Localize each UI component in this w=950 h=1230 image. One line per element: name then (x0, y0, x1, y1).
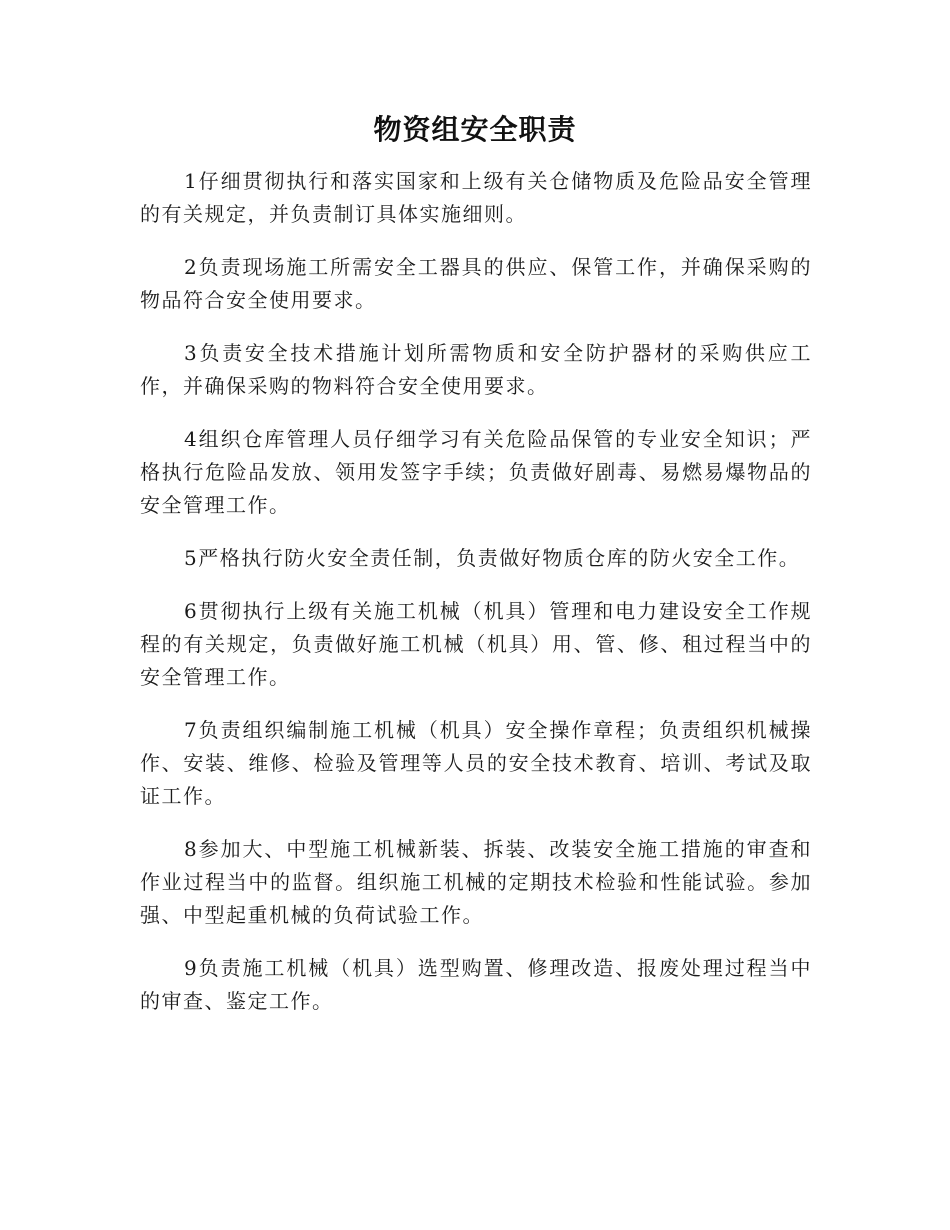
paragraph-1: 1仔细贯彻执行和落实国家和上级有关仓储物质及危险品安全管理的有关规定，并负责制订具体实施细则。 (140, 169, 812, 226)
paragraph-4: 4组织仓库管理人员仔细学习有关危险品保管的专业安全知识；严格执行危险品发放、领用发签字手续；负责做好剧毒、易燃易爆物品的安全管理工作。 (140, 427, 812, 517)
document-body (140, 165, 812, 1038)
paragraph-3: 3负责安全技术措施计划所需物质和安全防护器材的采购供应工作，并确保采购的物料符合安全使用要求。 (140, 341, 812, 398)
paragraph-6: 6贯彻执行上级有关施工机械（机具）管理和电力建设安全工作规程的有关规定，负责做好施工机械（机具）用、管、修、租过程当中的安全管理工作。 (140, 599, 812, 689)
paragraph-8: 8参加大、中型施工机械新装、拆装、改装安全施工措施的审查和作业过程当中的监督。组织施工机械的定期技术检验和性能试验。参加强、中型起重机械的负荷试验工作。 (140, 837, 812, 927)
paragraph-2: 2负责现场施工所需安全工器具的供应、保管工作，并确保采购的物品符合安全使用要求。 (140, 255, 812, 312)
document-title: 物资组安全职责 (373, 113, 577, 146)
paragraph-9: 9负责施工机械（机具）选型购置、修理改造、报废处理过程当中的审查、鉴定工作。 (140, 956, 812, 1013)
paragraph-5: 5严格执行防火安全责任制，负责做好物质仓库的防火安全工作。 (184, 546, 801, 570)
paragraph-7: 7负责组织编制施工机械（机具）安全操作章程；负责组织机械操作、安装、维修、检验及管理等人员的安全技术教育、培训、考试及取证工作。 (140, 718, 812, 808)
